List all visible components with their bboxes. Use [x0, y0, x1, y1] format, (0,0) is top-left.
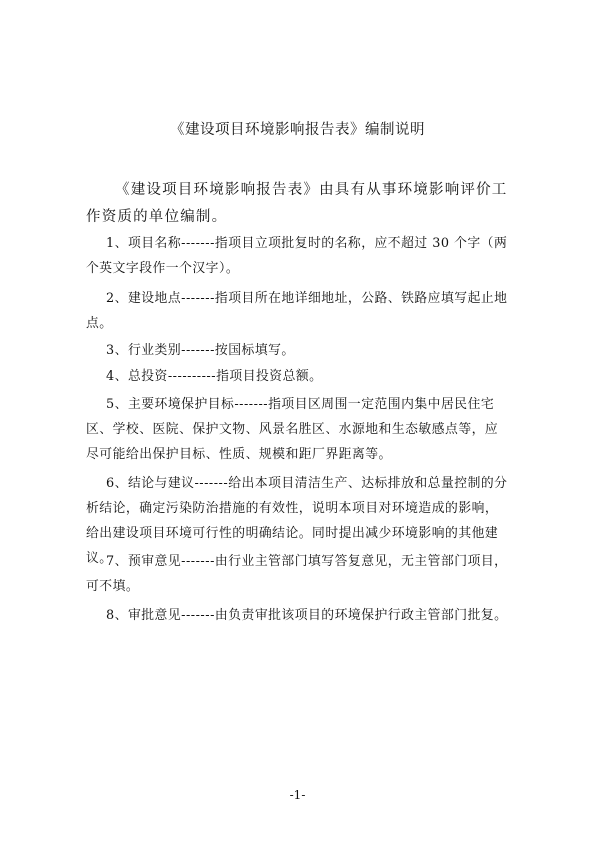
- item-number: 7、: [106, 554, 128, 569]
- page-title: 《建设项目环境影响报告表》编制说明: [170, 122, 425, 138]
- item-text: 指项目投资总额。: [216, 369, 323, 384]
- list-item-2: [86, 286, 511, 336]
- item-number: 6、: [106, 476, 128, 491]
- list-item-5: [86, 392, 511, 467]
- item-term: 总投资: [127, 369, 168, 384]
- item-separator: -------: [181, 236, 215, 251]
- item-separator: -------: [234, 397, 269, 412]
- list-item-7: [86, 549, 511, 599]
- item-separator: -------: [181, 608, 215, 623]
- intro-paragraph: 《建设项目环境影响报告表》由具有从事环境影响评价工作资质的单位编制。: [86, 182, 508, 225]
- list-item-4: [86, 364, 511, 389]
- item-text: 由负责审批该项目的环境保护行政主管部门批复。: [214, 608, 508, 623]
- item-number: 4、: [106, 369, 128, 384]
- item-term: 主要环境保护目标: [127, 397, 235, 412]
- item-number: 1、: [106, 236, 128, 251]
- item-separator: -------: [181, 291, 215, 306]
- item-text: 指项目所在地详细地址，公路、铁路应填写起止地点。: [86, 291, 508, 331]
- list-item-8: [86, 603, 511, 628]
- item-number: 3、: [106, 343, 128, 358]
- item-number: 8、: [106, 608, 128, 623]
- item-term: 预审意见: [127, 554, 182, 569]
- item-text: 按国标填写。: [214, 343, 295, 358]
- item-text: 给出本项目清洁生产、达标排放和总量控制的分析结论，确定污染防治措施的有效性，说明本项目对环境造成的影响，给出建设项目环境可行性的明确结论。同时提出减少环境影响的其他建议。: [86, 476, 508, 566]
- item-text: 由行业主管部门填写答复意见，无主管部门项目，可不填。: [86, 554, 508, 594]
- item-term: 项目名称: [127, 236, 182, 251]
- item-number: 5、: [106, 397, 128, 412]
- item-term: 建设地点: [127, 291, 182, 306]
- item-term: 行业类别: [127, 343, 182, 358]
- item-text: 指项目立项批复时的名称，应不超过 30 个字（两个英文字段作一个汉字）。: [86, 236, 508, 276]
- item-number: 2、: [106, 291, 128, 306]
- list-item-1: [86, 231, 511, 281]
- item-separator: -------: [194, 476, 229, 491]
- page-number: -1-: [289, 788, 306, 802]
- item-text: 指项目区周围一定范围内集中居民住宅区、学校、医院、保护文物、风景名胜区、水源地和生态敏感点等，应尽可能给出保护目标、性质、规模和距厂界距离等。: [86, 397, 499, 462]
- item-separator: ----------: [167, 369, 217, 384]
- list-item-3: [86, 338, 511, 363]
- item-separator: -------: [181, 554, 215, 569]
- item-term: 结论与建议: [127, 476, 195, 491]
- item-term: 审批意见: [127, 608, 182, 623]
- item-separator: -------: [181, 343, 215, 358]
